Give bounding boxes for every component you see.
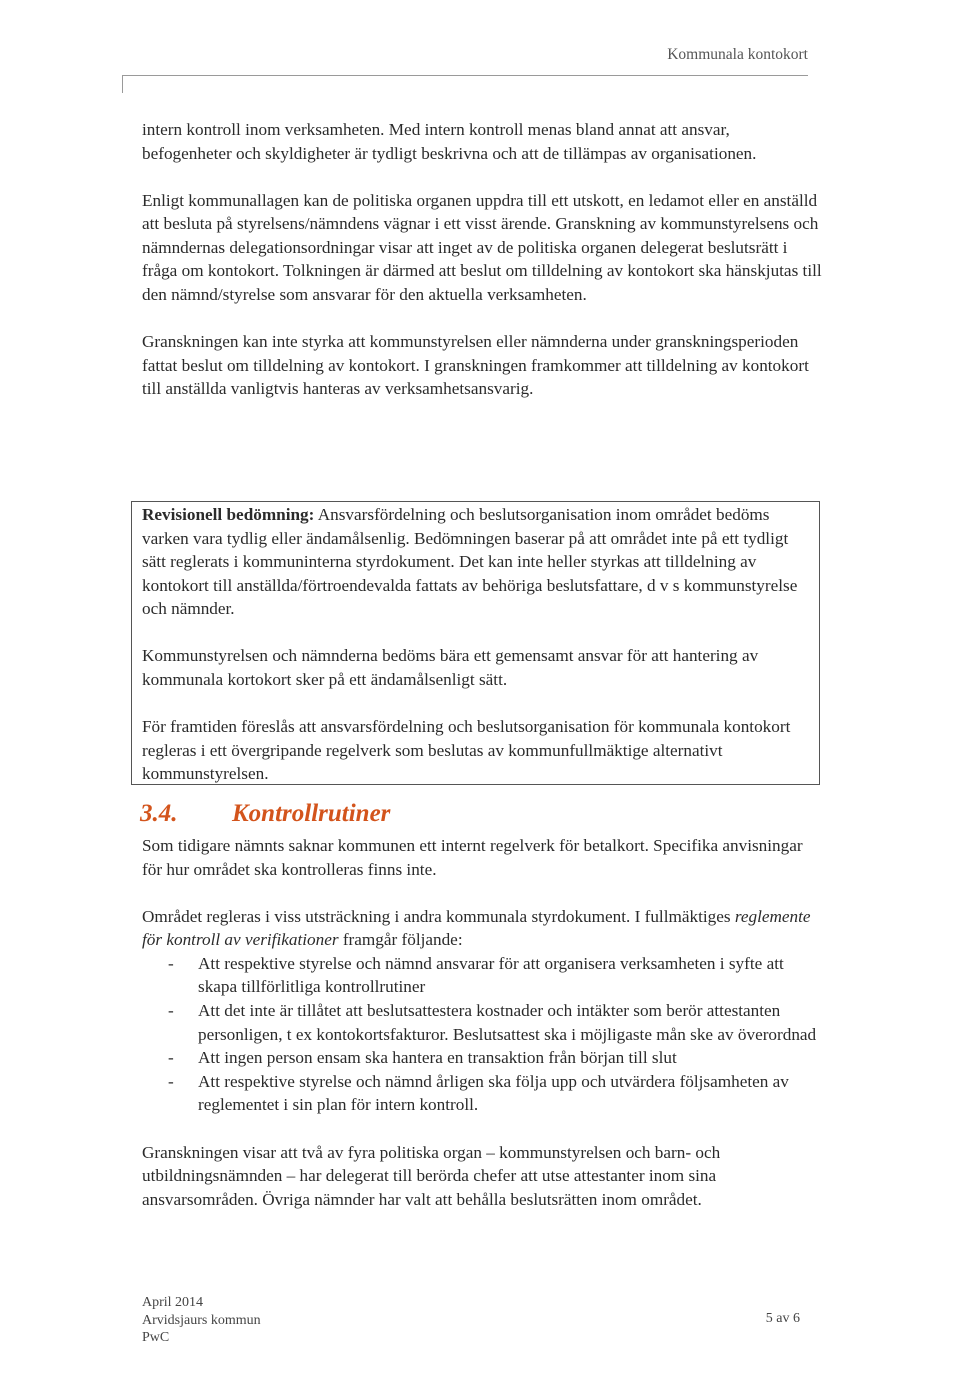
- running-header: Kommunala kontokort: [667, 46, 808, 63]
- assessment-content: [142, 503, 812, 786]
- section-body: [142, 834, 822, 1211]
- page-number: 5 av 6: [765, 1311, 800, 1326]
- bullet-marker: -: [168, 1071, 174, 1091]
- section-paragraph-1: Som tidigare nämnts saknar kommunen ett internt regelverk för betalkort. Specifika anvisningar för hur området ska kontrolleras finns inte.: [142, 836, 803, 879]
- footer-org: Arvidsjaurs kommun: [142, 1312, 261, 1328]
- assessment-paragraph-3: För framtiden föreslås att ansvarsfördelning och beslutsorganisation för kommunala kontokort regleras i ett övergripande regelverk som beslutas av kommunfullmäktige alternativt kommunstyrelsen.: [142, 717, 791, 784]
- section-number: 3.4.: [140, 800, 178, 827]
- footer-firm: PwC: [142, 1330, 170, 1345]
- intro-paragraph-3: Granskningen kan inte styrka att kommunstyrelsen eller nämnderna under granskningsperioden fattat beslut om tilldelning av kontokort. I granskningen framkommer att tilldelning av kontokort till anställda vanligtvis hanteras av verksamhetsansvarig.: [142, 332, 809, 399]
- list-item: [142, 999, 822, 1046]
- section-paragraph-2-b: framgår följande:: [338, 930, 463, 950]
- section-title: Kontrollrutiner: [232, 800, 391, 827]
- bullet-marker: -: [168, 1001, 174, 1021]
- list-item: [142, 1070, 822, 1117]
- list-item-text: Att det inte är tillåtet att beslutsattestera kostnader och intäkter som berör attestanten personligen, t ex kontokortsfakturor. Beslutsattest ska i möjligaste mån ske av överordnad: [198, 1001, 817, 1044]
- intro-section: [142, 118, 822, 401]
- intro-paragraph-2: Enligt kommunallagen kan de politiska organen uppdra till ett utskott, en ledamot eller en anställd att besluta på styrelsens/nämndens vägnar i ett visst ärende. Granskning av kommunstyrelsens och nämndernas delegationsordningar visar att inget av de politiska organen delegerat beslutsrätt i fråga om kontokort. Tolkningen är därmed att beslut om tilldelning av kontokort ska hänskjutas till den nämnd/styrelse som ansvarar för den aktuella verksamheten.: [142, 190, 822, 305]
- regulation-title: reglemente för kontroll av verifikationer: [142, 906, 811, 950]
- list-item-text: Att respektive styrelse och nämnd årligen ska följa upp och utvärdera följsamheten av reglementet i sin plan för intern kontroll.: [198, 1071, 789, 1115]
- header-rule-tick: [122, 75, 123, 93]
- rules-list: [142, 952, 822, 1117]
- section-paragraph-2-a: Området regleras i viss utsträckning i andra kommunala styrdokument. I fullmäktiges: [142, 906, 735, 926]
- intro-paragraph-1: intern kontroll inom verksamheten. Med intern kontroll menas bland annat att ansvar, befogenheter och skyldigheter är tydligt beskrivna och att de tillämpas av organisationen.: [142, 120, 757, 163]
- assessment-colon: :: [308, 505, 315, 524]
- list-item-text: Att respektive styrelse och nämnd ansvarar för att organisera verksamheten i syfte att skapa tillförlitliga kontrollrutiner: [198, 953, 784, 997]
- assessment-label: Revisionell bedömning: [142, 505, 309, 524]
- section-heading: [140, 800, 390, 828]
- header-rule: [122, 75, 808, 76]
- assessment-paragraph-2: Kommunstyrelsen och nämnderna bedöms bära ett gemensamt ansvar för att hantering av kommunala kortokort sker på ett ändamålsenligt sätt.: [142, 646, 759, 690]
- section-paragraph-2: [142, 905, 822, 952]
- list-item-text: Att ingen person ensam ska hantera en transaktion från början till slut: [198, 1048, 677, 1068]
- bullet-marker: -: [168, 1048, 174, 1068]
- list-item: [142, 952, 822, 999]
- list-item: [142, 1046, 822, 1070]
- footer-info: [142, 1294, 261, 1347]
- assessment-text: Ansvarsfördelning och beslutsorganisation inom området bedöms varken vara tydlig eller ändamålsenlig. Bedömningen baserar på att området inte på ett tydligt sätt reglerats i kommuninterna styrdokument. Det kan inte heller styrkas att tilldelning av kontokort till anställda/förtroendevalda fattats av behöriga beslutsfattare, d v s kommunstyrelse och nämnder.: [142, 505, 798, 619]
- footer-date: April 2014: [142, 1295, 204, 1310]
- bullet-marker: -: [168, 953, 174, 973]
- section-paragraph-3: Granskningen visar att två av fyra politiska organ – kommunstyrelsen och barn- och utbildningsnämnden – har delegerat till berörda chefer att utse attestanter inom sina ansvarsområden. Övriga nämnder har valt att behålla beslutsrätten inom området.: [142, 1142, 721, 1209]
- assessment-paragraph-1: [142, 503, 812, 621]
